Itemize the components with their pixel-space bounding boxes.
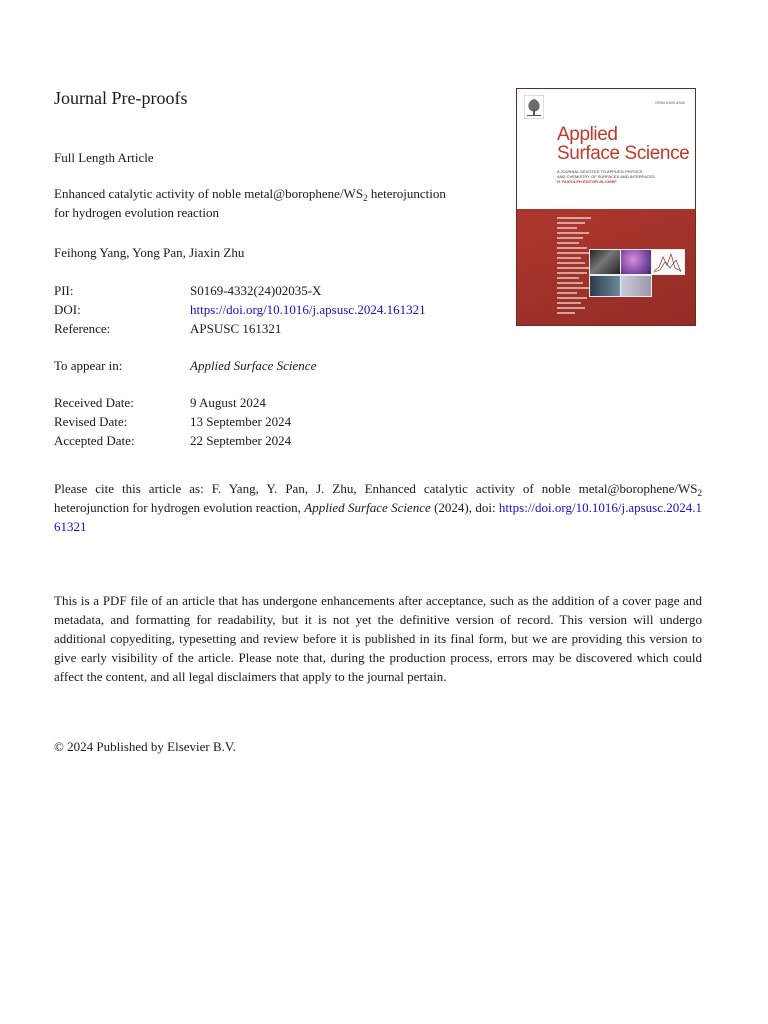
received-value: 9 August 2024	[190, 395, 266, 410]
appear-in-label: To appear in:	[54, 358, 123, 373]
cover-title-line1: Applied	[557, 124, 618, 145]
cover-plot-graphic	[652, 250, 684, 274]
copyright-notice: © 2024 Published by Elsevier B.V.	[54, 739, 236, 754]
reference-value: APSUSC 161321	[190, 321, 282, 336]
dates-block	[54, 393, 504, 450]
pii-value: S0169-4332(24)02035-X	[190, 283, 322, 298]
accepted-value: 22 September 2024	[190, 433, 292, 448]
cover-surface-image	[620, 249, 652, 275]
journal-cover-image	[516, 88, 696, 326]
cover-micrograph-image	[589, 249, 621, 275]
authors: Feihong Yang, Yong Pan, Jiaxin Zhu	[54, 245, 245, 260]
citation-doi-link[interactable]: https://doi.org/10.1016/j.apsusc.2024.161321	[54, 500, 702, 534]
cover-sample-image	[620, 275, 652, 297]
cover-plot-image	[651, 249, 685, 275]
revised-row	[54, 412, 504, 431]
pii-row	[54, 281, 504, 300]
appear-in-journal: Applied Surface Science	[190, 358, 317, 373]
title-part1: Enhanced catalytic activity of noble metal@borophene/WS	[54, 186, 364, 201]
appear-in-block	[54, 356, 504, 375]
title-part2: heterojunction	[367, 186, 446, 201]
cover-subtitle-line2: AND CHEMISTRY OF SURFACES AND INTERFACES	[557, 174, 655, 179]
doi-label: DOI:	[54, 302, 81, 317]
journal-pre-proofs-heading: Journal Pre-proofs	[54, 88, 188, 108]
citation-paragraph	[54, 479, 702, 536]
cover-subtitle	[557, 169, 687, 184]
cover-structure-image	[589, 275, 621, 297]
cover-journal-title	[557, 125, 689, 163]
cover-title-line2: Surface Science	[557, 143, 690, 164]
citation-subscript: 2	[697, 488, 702, 498]
disclaimer-paragraph: This is a PDF file of an article that has undergone enhancements after acceptance, such as the addition of a cover page and metadata, and formatting for readability, but it is not yet the definitive version of record. This version will undergo additional copyediting, typesetting and review before it is published in its final form, but we are providing this version to give early visibility of the article. Please note that, during the production process, errors may be discovered which could affect the content, and all legal disclaimers that apply to the journal pertain.	[54, 593, 702, 684]
cover-subtitle-line1: A JOURNAL DEVOTED TO APPLIED PHYSICS	[557, 169, 643, 174]
cover-editor: H. RUDOLPH EDITOR-IN-CHIEF	[557, 179, 617, 184]
citation-journal: Applied Surface Science	[304, 500, 431, 515]
revised-label: Revised Date:	[54, 414, 128, 429]
received-label: Received Date:	[54, 395, 134, 410]
identifiers-block	[54, 281, 504, 338]
reference-label: Reference:	[54, 321, 111, 336]
revised-value: 13 September 2024	[190, 414, 292, 429]
pii-label: PII:	[54, 283, 74, 298]
article-title	[54, 184, 494, 222]
title-line2: for hydrogen evolution reaction	[54, 205, 219, 220]
title-subscript: 2	[363, 193, 368, 203]
cover-issn: ISSN 0169-4332	[655, 100, 685, 105]
article-type: Full Length Article	[54, 150, 154, 165]
reference-row	[54, 319, 504, 338]
accepted-label: Accepted Date:	[54, 433, 135, 448]
accepted-row	[54, 431, 504, 450]
received-row	[54, 393, 504, 412]
elsevier-tree-logo-icon	[524, 95, 544, 119]
citation-year-doi: (2024), doi:	[430, 500, 499, 515]
citation-prefix: Please cite this article as: F. Yang, Y. Pan, J. Zhu, Enhanced catalytic activity of noble metal@borophene/WS	[54, 481, 698, 496]
citation-middle: heterojunction for hydrogen evolution reaction,	[54, 500, 305, 515]
doi-row	[54, 300, 504, 319]
doi-link[interactable]: https://doi.org/10.1016/j.apsusc.2024.161321	[190, 302, 426, 317]
